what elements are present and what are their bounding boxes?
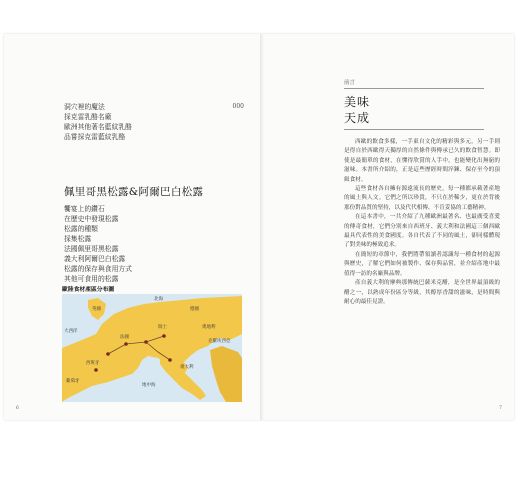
section-item: 饗宴上的鑽石 (64, 205, 105, 213)
right-page (262, 34, 514, 420)
chapter-title (344, 94, 370, 126)
europe-map (62, 294, 242, 402)
book-spread (4, 34, 514, 420)
section-item: 義大利阿爾巴白松露 (64, 255, 126, 263)
body-paragraph: 產自義大利的摩典那傳統巴薩米克醋，是全世界最頂級的醋之一，以熟成年份區分等級，其醇厚香甜的滋味，是時間與耐心的最佳見證。 (344, 280, 500, 305)
section-item: 松露的保存與食用方式 (64, 265, 132, 273)
region-marker (162, 334, 166, 338)
body-paragraph: 在這本書中，一共介紹了九種歐洲最著名、也最廣受喜愛的傳奇食材，它們分別來自西班牙、義大利和法國這三個西歐最具代表性的美食國度。各自代表了不同的風土，卻同樣體現了對美味的極致追求。 (344, 214, 500, 249)
left-page (4, 34, 260, 420)
section-item: 在歷史中發現松露 (64, 215, 119, 223)
section-item: 松露的種類 (64, 225, 98, 233)
toc-row: 歐洲其他著名藍紋乳酪 (64, 123, 132, 131)
title-rule-top (344, 88, 484, 89)
map-label-germany: 德國 (190, 307, 199, 312)
body-paragraph: 西歐的飲食多樣，一手東自文化的精彩與多元，另一手則是得自於西歐得天獨厚的自然條件與傳承已久的飲食智慧。即使是最簡單的食材，在懂得欣賞的人手中，也能變化出無窮的滋味。本書所介紹的，正是這些歷經時間淬鍊、保存至今的頂級食材。 (344, 139, 500, 183)
map-label-italy: 義大利 (180, 365, 194, 370)
toc-page-number: 000 (232, 103, 244, 110)
region-marker (168, 358, 172, 362)
map-label-spain: 西班牙 (86, 361, 100, 366)
section-heading: 佩里哥黑松露&阿爾巴白松露 (64, 186, 204, 198)
section-list (64, 204, 132, 284)
toc-row: 採克雷乳酪名廠 (64, 113, 112, 121)
toc-block (64, 102, 244, 142)
map-label-croatia: 克羅埃西亞 (208, 339, 231, 344)
map-label-austria: 奧地利 (202, 325, 216, 330)
body-text (344, 138, 500, 307)
region-marker (94, 368, 98, 372)
map-label-switzerland: 瑞士 (158, 325, 167, 330)
running-head: 前言 (344, 80, 356, 86)
chapter-title-line: 天成 (344, 111, 371, 125)
region-marker (106, 352, 110, 356)
body-paragraph: 在簡短的章節中，我們將帶領讀者認識每一種食材的起源與歷史，了解它們如何被製作、保存與品嘗，並介紹產地中最值得一訪的名廠與品牌。 (344, 251, 500, 277)
body-paragraph: 這些食材各自擁有源遠流長的歷史，每一種都承載著產地的風土與人文。它們之所以珍貴，不只在於稀少，更在於背後那份對品質的堅持，以及代代相傳、不肯妥協的工藝精神。 (344, 186, 500, 211)
chapter-title-line: 美味 (344, 95, 371, 109)
map-label-mediterranean: 地中海 (142, 383, 156, 388)
map-label-france: 法國 (120, 335, 129, 340)
page-number-right: 7 (499, 406, 502, 411)
title-rule-bottom (344, 129, 484, 130)
section-item: 採集松露 (64, 235, 92, 243)
toc-row: 品嘗採克雷藍紋乳酪 (64, 133, 126, 141)
map-label-atlantic: 大西洋 (64, 329, 78, 334)
toc-row: 洞穴裡的魔法 000 (64, 103, 244, 111)
region-marker (144, 340, 148, 344)
map-block (62, 284, 242, 402)
section-item: 其他可食用的松露 (64, 275, 119, 283)
section-item: 法國佩里哥黑松露 (64, 245, 119, 253)
map-label-uk: 英國 (92, 307, 101, 312)
map-label-portugal: 葡萄牙 (66, 379, 80, 384)
page-number-left: 6 (16, 406, 19, 411)
map-caption: 歐陸食材產區分布圖 (62, 287, 115, 293)
map-label-north-sea: 北海 (154, 297, 163, 302)
region-marker (124, 342, 128, 346)
